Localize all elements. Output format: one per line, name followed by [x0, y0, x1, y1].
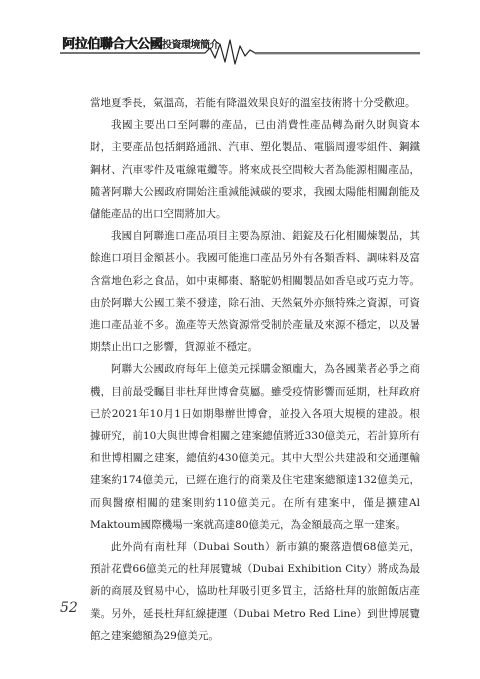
body-text: [90, 92, 420, 647]
paragraph-projects: 此外尚有南杜拜（Dubai South）新市鎮的聚落造價68億美元，預計花費66億美元的杜拜展覽城（Dubai Exhibition City）將成為最新的商展及貿易中心，協助杜拜吸引更多買主，活絡杜拜的旅館飯店產業。另外，延長杜拜紅線捷運（Dubai Metro Red Line）到世博展覽館之建案總額為29億美元。: [90, 541, 420, 642]
paragraph-expo: 阿聯大公國政府每年上億美元採購金額龐大，為各國業者必爭之商機，目前最受矚目非杜拜世博會莫屬。雖受疫情影響而延期，杜拜政府已於2021年10月1日如期舉辦世博會，並投入各項大規模的建設。根據研究，前10大與世博會相關之建案總值將近330億美元，若計算所有和世博相關之建案，總值約430億美元。其中大型公共建設和交通運輸建案約174億美元，已經在進行的商業及住宅建案總額達132億美元，而與醫療相關的建案則約110億美元。在所有建案中，僅是擴建Al Maktoum國際機場一案就高達80億美元，為金額最高之單一建案。: [90, 363, 420, 531]
paragraph-exports: 我國主要出口至阿聯的產品，已由消費性產品轉為耐久財與資本財，主要產品包括網路通訊、汽車、塑化製品、電腦周邊零組件、鋼鐵鋼材、汽車零件及電線電纜等。將來成長空間較大者為能源相關產品，隨著阿聯大公國政府開始注重減能減碳的要求，我國太陽能相關創能及儲能產品的出口空間將加大。: [90, 119, 420, 221]
paragraph-climate: 當地夏季長，氣溫高，若能有降溫效果良好的溫室技術將十分受歡迎。: [90, 97, 416, 109]
page-header: [60, 30, 420, 70]
header-title-main: 阿拉伯聯合大公國: [62, 37, 163, 52]
header-title: [60, 36, 223, 52]
paragraph-imports: 我國自阿聯進口產品項目主要為原油、鋁錠及石化相關煉製品，其餘進口項目金額甚小。我國可能進口產品另外有各類香料、調味料及富含當地色彩之食品，如中東椰棗、駱駝奶相關製品如香皂或巧克力等。由於阿聯大公國工業不發達，除石油、天然氣外亦無特殊之資源，可資進口產品並不多。漁產等天然資源常受制於產量及來源不穩定，以及暑期禁止出口之影響，貨源並不穩定。: [90, 230, 420, 354]
header-title-sub: 投資環境簡介: [162, 40, 220, 51]
page-number: 52: [60, 600, 78, 616]
